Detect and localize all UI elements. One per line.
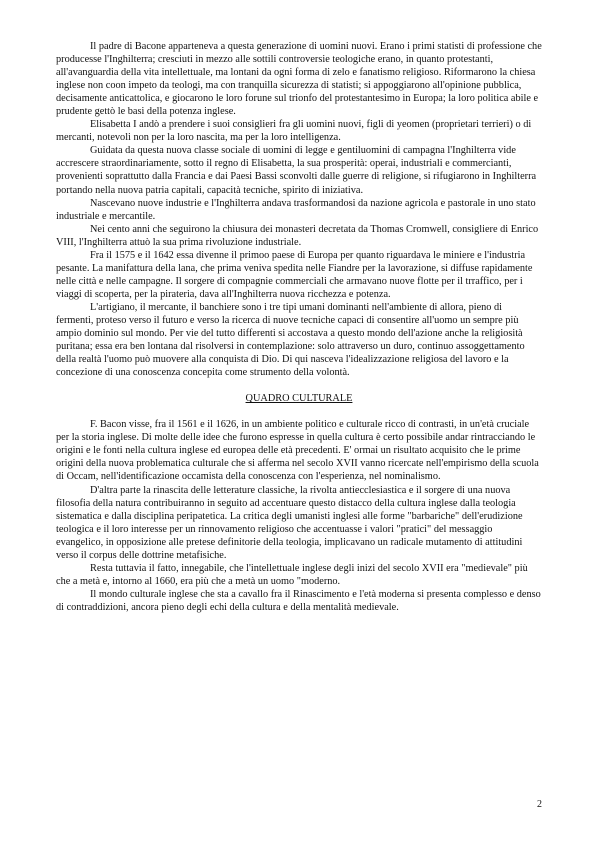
body-text: [56, 40, 542, 614]
paragraph-cultural-world: Il mondo culturale inglese che sta a cavallo fra il Rinascimento e l'età moderna si presenta complesso e denso di contraddizioni, ancora pieno degli echi della cultura e della mentalità medievale.: [56, 588, 541, 613]
paragraph-elisabetta: Elisabetta I andò a prendere i suoi consiglieri fra gli uomini nuovi, figli di yeomen (proprietari terrieri) o di mercanti, notevoli non per la loro nascita, ma per la loro intelligenza.: [56, 119, 532, 144]
paragraph-medieval-modern: Resta tuttavia il fatto, innegabile, che l'intellettuale inglese degli inizi del secolo XVII era "medievale" più che a metà e, intorno al 1660, era più che a metà un uomo "moderno.: [56, 562, 528, 587]
paragraph-bacone-father: Il padre di Bacone apparteneva a questa generazione di uomini nuovi. Erano i primi statisti di professione che producesse l'Inghilterra; cresciuti in mezzo alle sottili controversie teologiche erano, in quanto protestanti, all'avanguardia della vita intellettuale, ma lontani da ogni forma di zelo e fanatismo religioso. Riformarono la chiesa inglese non coon impeto da teologi, ma con tranquilla sicurezza di statisti; si appoggiarono all'opinione pubblica, decisamente anticattolica, e giocarono le loro forune sul trionfo del protestantesimo in Europa; la loro politica abile e prudente gettò le basi della potenza inglese.: [56, 41, 542, 118]
paragraph-prosperity: Guidata da questa nuova classe sociale di uomini di legge e gentiluomini di campagna l'Inghilterra vide accrescere straordinariamente, sotto il regno di Elisabetta, la sua prosperità: operai, industriali e commercianti, provenienti soprattutto dalla Francia e dai Paesi Bassi sconvolti dalle guerre di religione, si rifugiarono in Inghilterra portando nella nuova patria capitali, capacità tecniche, spirito di iniziativa.: [56, 145, 537, 196]
paragraph-new-industries: Nascevano nuove industrie e l'Inghilterra andava trasformandosi da nazione agricola e pastorale in uno stato industriale e mercantile.: [56, 197, 536, 222]
paragraph-monasteries: Nei cento anni che seguirono la chiusura dei monasteri decretata da Thomas Cromwell, consigliere di Enrico VIII, l'Inghilterra attuò la sua prima rivoluzione industriale.: [56, 223, 539, 248]
paragraph-renaissance: D'altra parte la rinascita delle letterature classiche, la rivolta antiecclesiastica e il sorgere di una nuova filosofia della natura contribuiranno in seguito ad accentuare questo distacco della cultura inglese dalla teologia sistematica e dalla disciplina peripatetica. La critica degli umanisti inglesi alle forme "barbariche" dell'erudizione teologica e il loro interesse per un rinnovamento religioso che accentuasse i valori "pratici" del messaggio evangelico, in opposizione alle pretese definitorie della teologia, implicavano un radicale mutamento di attitudini verso il corpus delle dottrine metafisiche.: [56, 484, 523, 561]
paragraph-bacon-life: F. Bacon visse, fra il 1561 e il 1626, in un ambiente politico e culturale ricco di contrasti, in un'età cruciale per la storia inglese. Di molte delle idee che furono espresse in quella cultura è certo possibile andar rintracciando le origini e le fonti nella cultura inglese ed europea delle età precedenti. E' ormai un risultato acquisito che le prime origini della nuova problematica culturale che si afferma nel secolo XVII vanno ricercate nell'empirismo della scuola di Occam, nell'identificazione occamista della conoscenza con l'esperienza, nel nominalismo.: [56, 419, 539, 483]
section-heading: QUADRO CULTURALE: [245, 393, 353, 405]
page-number: 2: [537, 799, 542, 810]
paragraph-artisan-merchant: L'artigiano, il mercante, il banchiere sono i tre tipi umani dominanti nell'ambiente di allora, pieno di fermenti, proteso verso il futuro e verso la ricerca di nuove tecniche capaci di consentire all'uomo un sempre più ampio dominio sul mondo. Per vie del tutto differenti si accostava a questo mondo dell'azione anche la religiosità puritana; essa era ben lontana dal risolversi in contemplazione: solo attraverso un duro, continuo assoggettamento della realtà l'uomo può muovere alla conquista di Dio. Di qui nasceva l'idealizzazione religiosa del lavoro e la concezione di una conoscenza concepita come strumento della volontà.: [56, 301, 525, 379]
paragraph-mining-wool: Fra il 1575 e il 1642 essa divenne il primoo paese di Europa per quanto riguardava le miniere e l'industria pesante. La manifattura della lana, che prima veniva spedita nelle Fiandre per la lavorazione, si diffuse rapidamente nelle città e nelle campagne. Il sorgere di compagnie commerciali che armavano nuove flotte per il trraffico, per i viaggi di scoperta, per la pirateria, dava all'Inghilterra nuova ricchezza e potenza.: [56, 249, 533, 300]
